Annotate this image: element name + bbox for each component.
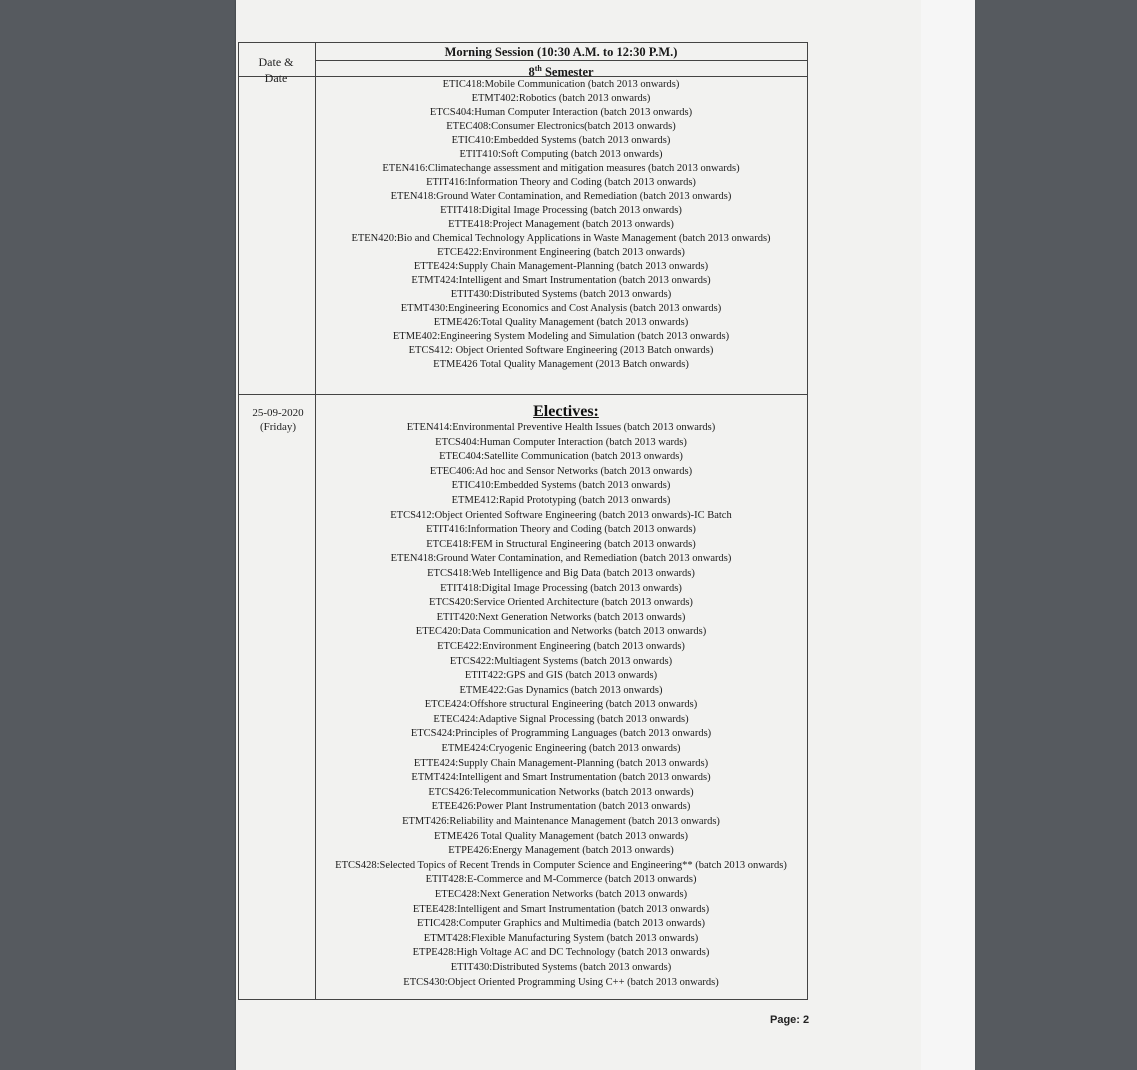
course-entry: ETIT428:E-Commerce and M-Commerce (batch 2013 onwards) [425,874,697,886]
course-entry: ETEE428:Intelligent and Smart Instrumentation (batch 2013 onwards) [412,903,710,915]
exam-date-cell [242,406,314,434]
elective-course-list [326,421,796,990]
exam-day: (Friday) [259,421,297,433]
course-entry: ETIT418:Digital Image Processing (batch 2013 onwards) [440,582,682,594]
course-entry: ETIT430:Distributed Systems (batch 2013 onwards) [450,289,672,300]
page-edge [921,0,975,1070]
course-entry: ETME424:Cryogenic Engineering (batch 2013 onwards) [441,743,681,755]
course-entry: ETMT428:Flexible Manufacturing System (batch 2013 onwards) [423,932,699,944]
semester-number: 8 [528,65,535,80]
course-entry: ETIT416:Information Theory and Coding (batch 2013 onwards) [426,177,696,188]
course-entry: ETEC404:Satellite Communication (batch 2013 onwards) [439,451,683,463]
course-entry: ETEN414:Environmental Preventive Health Issues (batch 2013 onwards) [406,422,716,433]
date-header-line1: Date & [258,55,294,69]
course-entry: ETPE428:High Voltage AC and DC Technology (batch 2013 onwards) [412,947,710,959]
course-entry: ETCE422:Environment Engineering (batch 2013 onwards) [437,640,685,652]
course-entry: ETMT424:Intelligent and Smart Instrumentation (batch 2013 onwards) [411,275,711,286]
course-entry: ETIT430:Distributed Systems (batch 2013 onwards) [450,961,672,973]
date-header-line2: Date [264,71,288,85]
course-entry: ETIT410:Soft Computing (batch 2013 onwards) [459,149,663,160]
course-entry: ETEC428:Next Generation Networks (batch 2013 onwards) [434,889,688,900]
course-entry: ETCS430:Object Oriented Programming Using C++ (batch 2013 onwards) [403,976,719,988]
row-divider [238,394,808,395]
course-entry: ETME426 Total Quality Management (batch 2013 onwards) [434,830,688,842]
course-entry: ETME426:Total Quality Management (batch 2013 onwards) [433,317,689,328]
course-entry: ETTE424:Supply Chain Management-Planning (batch 2013 onwards) [413,261,709,272]
course-entry: ETCE422:Environment Engineering (batch 2013 onwards) [437,247,685,258]
course-entry: ETTE424:Supply Chain Management-Planning (batch 2013 onwards) [413,757,709,769]
course-entry: ETPE426:Energy Management (batch 2013 onwards) [448,845,674,857]
session-header: Morning Session (10:30 A.M. to 12:30 P.M.) [444,45,678,59]
course-entry: ETCS418:Web Intelligence and Big Data (batch 2013 onwards) [427,567,695,579]
course-entry: ETEC406:Ad hoc and Sensor Networks (batch 2013 onwards) [429,465,693,477]
page-number: Page: 2 [770,1014,810,1026]
course-entry: ETCS428:Selected Topics of Recent Trends in Computer Science and Engineering** (batch 2013 onwards) [335,859,787,871]
course-entry: ETEN418:Ground Water Contamination, and Remediation (batch 2013 onwards) [390,553,732,565]
semester-word: Semester [544,65,594,80]
course-entry: ETEE426:Power Plant Instrumentation (batch 2013 onwards) [431,801,691,813]
course-entry: ETEC408:Consumer Electronics(batch 2013 onwards) [446,121,676,132]
course-entry: ETIT420:Next Generation Networks (batch 2013 onwards) [436,611,686,623]
course-entry: ETCE424:Offshore structural Engineering (batch 2013 onwards) [424,699,698,711]
course-entry: ETCE418:FEM in Structural Engineering (batch 2013 onwards) [426,538,696,550]
course-entry: ETME426 Total Quality Management (2013 Batch onwards) [433,359,689,370]
exam-date: 25-09-2020 [252,407,304,419]
course-entry: ETIT418:Digital Image Processing (batch 2013 onwards) [440,205,682,216]
course-entry: ETCS422:Multiagent Systems (batch 2013 onwards) [449,655,673,667]
date-column-header [244,54,308,86]
course-entry: ETEC420:Data Communication and Networks (batch 2013 onwards) [415,626,707,638]
course-entry: ETCS420:Service Oriented Architecture (batch 2013 onwards) [429,597,693,609]
course-entry: ETIC410:Embedded Systems (batch 2013 onwards) [451,480,671,492]
date-column [238,42,316,1000]
course-entry: ETMT430:Engineering Economics and Cost Analysis (batch 2013 onwards) [400,303,722,314]
course-entry: ETCS424:Principles of Programming Languages (batch 2013 onwards) [410,728,712,740]
course-entry: ETME422:Gas Dynamics (batch 2013 onwards) [459,684,663,696]
electives-heading: Electives: [533,403,599,420]
course-entry: ETIT416:Information Theory and Coding (batch 2013 onwards) [426,524,696,536]
course-entry: ETME412:Rapid Prototyping (batch 2013 onwards) [451,494,671,506]
course-entry: ETEC424:Adaptive Signal Processing (batch 2013 onwards) [433,713,689,725]
course-entry: ETEN416:Climatechange assessment and mitigation measures (batch 2013 onwards) [382,163,740,174]
course-entry: ETCS412: Object Oriented Software Engineering (2013 Batch onwards) [408,345,714,356]
course-entry: ETCS404:Human Computer Interaction (batch 2013 wards) [435,436,687,448]
regular-course-list [326,78,796,372]
course-entry: ETCS426:Telecommunication Networks (batch 2013 onwards) [428,786,694,798]
course-entry: ETME402:Engineering System Modeling and Simulation (batch 2013 onwards) [392,331,730,342]
course-entry: ETIC428:Computer Graphics and Multimedia (batch 2013 onwards) [416,918,706,930]
course-entry: ETMT426:Reliability and Maintenance Management (batch 2013 onwards) [402,816,720,828]
course-entry: ETMT424:Intelligent and Smart Instrumentation (batch 2013 onwards) [411,772,711,784]
course-entry: ETIT422:GPS and GIS (batch 2013 onwards) [464,670,658,682]
course-entry: ETEN418:Ground Water Contamination, and Remediation (batch 2013 onwards) [390,191,732,202]
semester-suffix: th [534,64,542,73]
course-entry: ETTE418:Project Management (batch 2013 onwards) [448,219,674,230]
course-entry: ETMT402:Robotics (batch 2013 onwards) [471,93,651,104]
course-entry: ETIC418:Mobile Communication (batch 2013 onwards) [442,79,680,90]
course-entry: ETCS412:Object Oriented Software Engineering (batch 2013 onwards)-IC Batch [390,509,732,521]
course-entry: ETEN420:Bio and Chemical Technology Applications in Waste Management (batch 2013 onwards) [351,233,771,244]
course-entry: ETCS404:Human Computer Interaction (batch 2013 onwards) [429,107,693,118]
course-entry: ETIC410:Embedded Systems (batch 2013 onwards) [451,135,671,146]
